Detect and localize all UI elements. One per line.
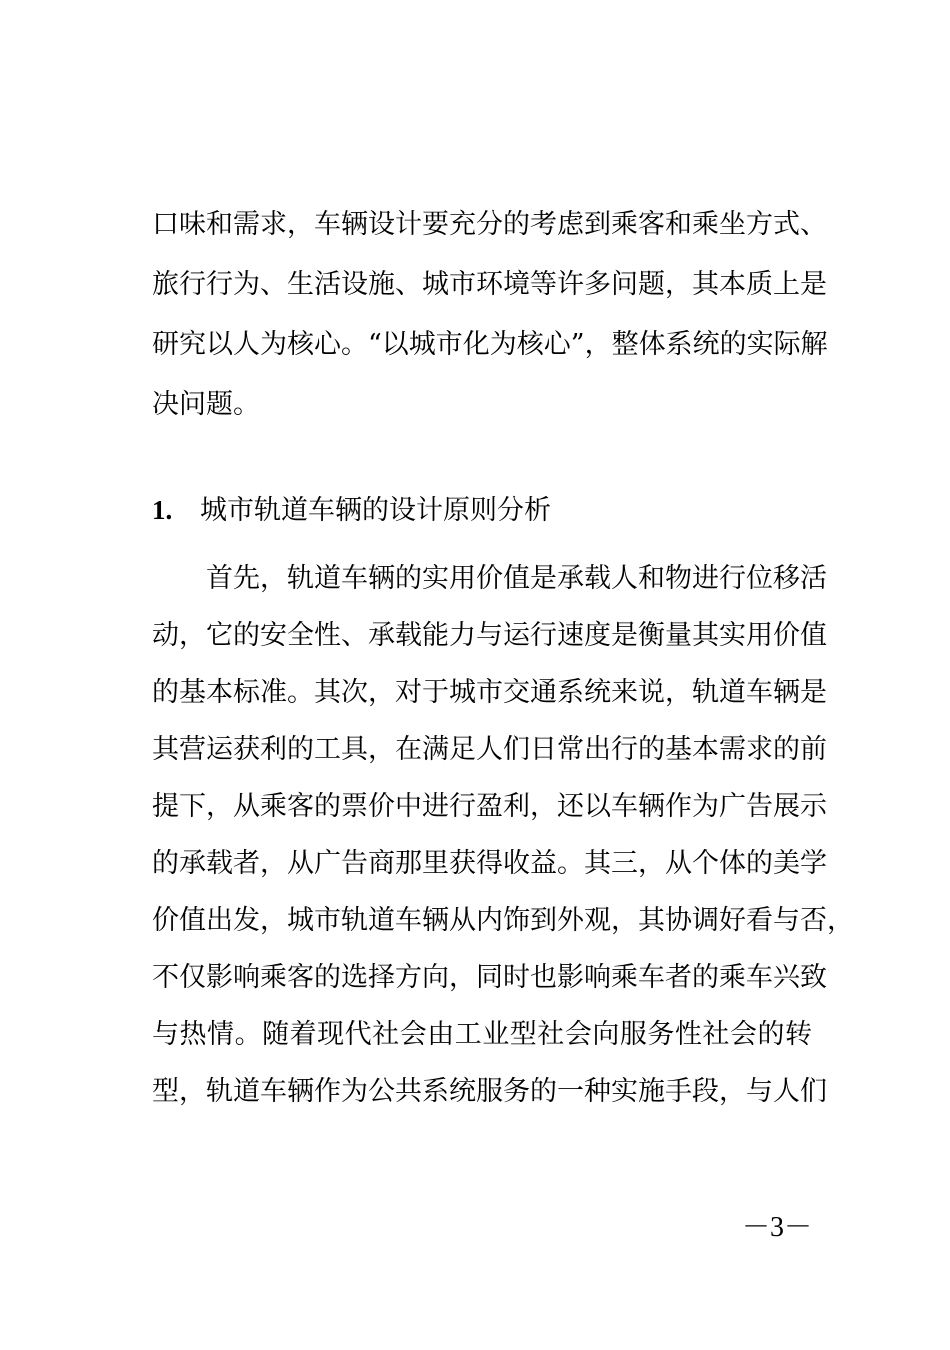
- paragraph-line: 口味和需求，车辆设计要充分的考虑到乘客和乘坐方式、: [152, 209, 827, 240]
- paragraph-line: 其营运获利的工具，在满足人们日常出行的基本需求的前: [152, 734, 827, 765]
- paragraph-line: 首先，轨道车辆的实用价值是承载人和物进行位移活: [206, 563, 827, 594]
- paragraph-line: 型，轨道车辆作为公共系统服务的一种实施手段，与人们: [152, 1076, 827, 1107]
- paragraph-line: 动，它的安全性、承载能力与运行速度是衡量其实用价值: [152, 620, 827, 651]
- section-heading: [152, 492, 551, 529]
- section-title: 城市轨道车辆的设计原则分析: [200, 495, 551, 526]
- paragraph-line: 与热情。随着现代社会由工业型社会向服务性社会的转: [152, 1019, 812, 1050]
- paragraph-line: 不仅影响乘客的选择方向，同时也影响乘车者的乘车兴致: [152, 962, 827, 993]
- paragraph-line: 旅行行为、生活设施、城市环境等许多问题，其本质上是: [152, 269, 827, 300]
- paragraph-line: 价值出发，城市轨道车辆从内饰到外观，其协调好看与否，: [152, 905, 854, 936]
- section-number: 1.: [152, 495, 173, 525]
- page-number: －3－: [742, 1212, 813, 1243]
- paragraph-line: 提下，从乘客的票价中进行盈利，还以车辆作为广告展示: [152, 791, 827, 822]
- paragraph-line: 的基本标准。其次，对于城市交通系统来说，轨道车辆是: [152, 677, 827, 708]
- paragraph-line: 研究以人为核心。“以城市化为核心”，整体系统的实际解: [152, 329, 828, 360]
- paragraph-line: 决问题。: [152, 389, 260, 420]
- paragraph-line: 的承载者，从广告商那里获得收益。其三，从个体的美学: [152, 848, 827, 879]
